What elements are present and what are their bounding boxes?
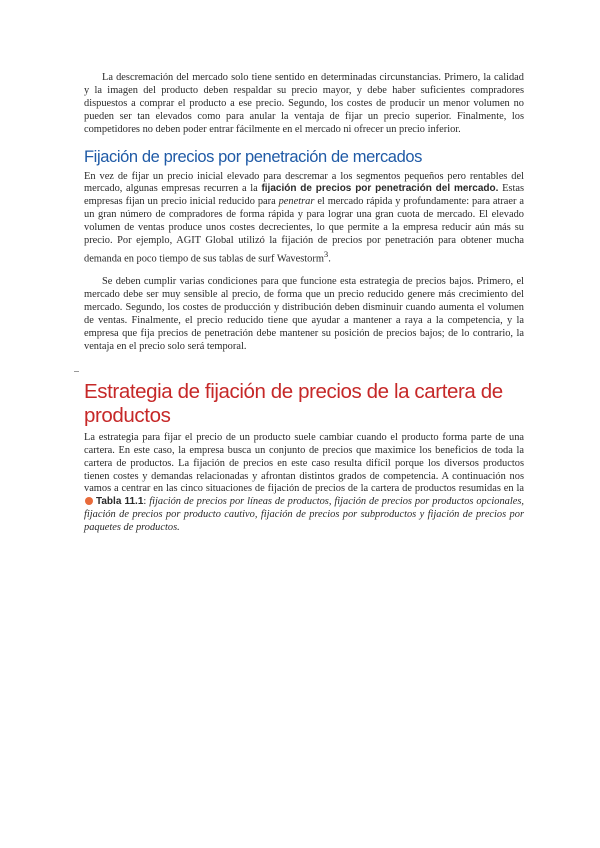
text-run: : [143, 496, 150, 508]
text-run: . [328, 253, 331, 265]
heading-product-mix-pricing: Estrategia de fijación de precios de la cartera de productos [84, 379, 503, 427]
section-spacer [84, 354, 524, 380]
text-run: La estrategia para fijar el precio de un producto suele cambiar cuando el producto forma parte de una cartera. En este caso, la empresa busca un conjunto de precios que maximice los beneficios de toda la cartera de productos. La fijación de precios en este caso resulta difícil porque los diversos productos tienen costes y demandas relacionadas y afrontan distintos grados de competencia. A continuación nos vamos a centrar en las cinco situaciones de fijación de precios de la cartera de productos resumidas en la [84, 431, 524, 495]
paragraph-penetration-conditions: Se deben cumplir varias condiciones para que funcione esta estrategia de precios bajos. Primero, el mercado debe ser muy sensible al precio, de forma que un precio reducido genere más crecimiento del mercado. Segundo, los costes de producción y distribución deben disminuir cuando aumenta el volumen de ventas. Finalmente, el precio reducido tiene que ayudar a mantener a raya a la competencia, y la empresa que fija precios de penetración debe mantener su posición de precios bajos; de lo contrario, la ventaja en el precio solo será temporal. [84, 276, 524, 352]
text-run: Estas empresas fijan un precio inicial reducido para [84, 183, 524, 208]
paragraph-product-mix [84, 432, 524, 535]
page-content [84, 72, 524, 535]
paragraph-penetration-definition [84, 171, 524, 267]
margin-mark [74, 371, 79, 372]
paragraph-skimming-conditions: La descremación del mercado solo tiene sentido en determinadas circunstancias. Primero, la calidad y la imagen del producto deben respaldar su precio mayor, y debe haber suficientes compradores dispuestos a comprar el producto a ese precio. Segundo, los costes de producir un menor volumen no pueden ser tan elevados como para anular la ventaja de fijar un precio superior. Finalmente, los competidores no deben poder entrar fácilmente en el mercado ni ofrecer un precio inferior. [84, 72, 524, 135]
heading-penetration-pricing: Fijación de precios por penetración de mercados [84, 147, 422, 166]
table-reference-bullet-icon [85, 497, 93, 505]
footnote-ref: 3 [323, 248, 329, 259]
emphasis-pricing-situations: fijación de precios por líneas de productos, fijación de precios por productos opcionales, fijación de precios por producto cautivo, fijación de precios por subproductos y fijación de precios por paquetes de productos. [84, 496, 524, 534]
emphasis-penetrar: penetrar [278, 196, 315, 208]
table-reference-link[interactable]: Tabla 11.1 [96, 496, 144, 508]
key-term-penetration-pricing: fijación de precios por penetración del mercado. [261, 183, 499, 195]
text-run: el mercado rápida y profundamente: para atraer a un gran número de compradores de forma rápida y para lograr una gran cuota de mercado. El elevado volumen de ventas produce unos costes decrecientes, lo que permite a la empresa reducir aún más su precio. Por ejemplo, AGIT Global utilizó la fijación de precios por penetración para obtener mucha demanda en poco tiempo de sus tablas de surf Wavestorm [84, 196, 525, 265]
text-run: En vez de fijar un precio inicial elevado para descremar a los segmentos pequeños pero rentables del mercado, algunas empresas recurren a la [84, 170, 524, 195]
